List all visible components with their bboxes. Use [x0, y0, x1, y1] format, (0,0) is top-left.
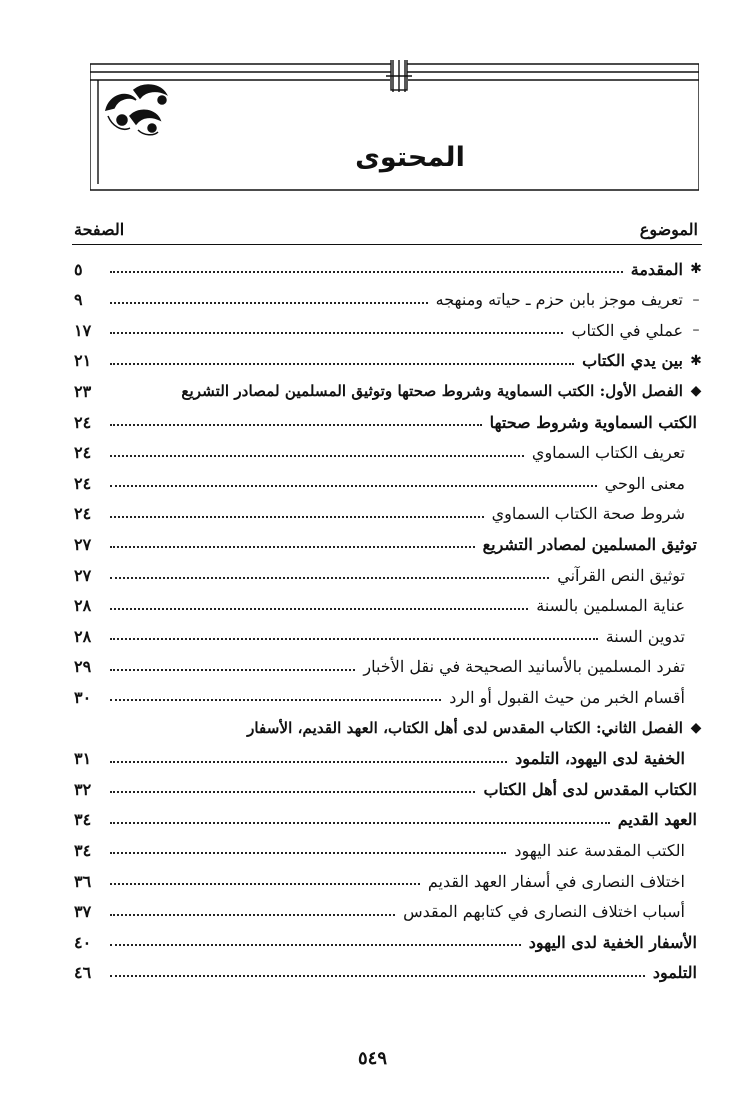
entry-title: عناية المسلمين بالسنة	[536, 596, 685, 616]
toc-entry	[74, 621, 685, 651]
page-title: المحتوى	[355, 142, 465, 173]
entry-page-number: ٢٤	[74, 504, 92, 524]
entry-page-number: ٢١	[74, 351, 92, 371]
dot-leader	[110, 332, 563, 334]
entry-page-number: ٢٧	[74, 534, 92, 554]
entry-page-number: ٣١	[74, 749, 92, 769]
topic-column-header: الموضوع	[639, 220, 698, 239]
entry-title: الكتاب المقدس لدى أهل الكتاب	[483, 779, 697, 799]
dot-leader	[110, 761, 507, 763]
entry-page-number: ٢٤	[74, 412, 92, 432]
entry-bullet: –	[692, 291, 700, 308]
dot-leader	[110, 822, 610, 824]
toc-entry	[74, 376, 705, 406]
entry-page-number: ٥	[74, 259, 83, 279]
entry-page-number: ٣٠	[74, 687, 92, 707]
toc-entry	[74, 254, 705, 284]
dot-leader	[110, 852, 506, 854]
dot-leader	[110, 546, 475, 548]
toc-entry	[74, 438, 685, 468]
toc-entry	[74, 744, 685, 774]
floral-ornament-icon	[100, 76, 170, 138]
entry-bullet: ✱	[690, 261, 702, 277]
entry-page-number: ٣٢	[74, 779, 92, 799]
entry-page-number: ٢٨	[74, 626, 92, 646]
dot-leader	[110, 669, 355, 671]
entry-title: التلمود	[652, 963, 697, 983]
entry-title: شروط صحة الكتاب السماوي	[491, 504, 685, 524]
toc-entry	[74, 897, 685, 927]
entry-page-number: ١٧	[74, 320, 92, 340]
header-frame	[90, 60, 699, 200]
dot-leader	[110, 975, 645, 977]
dot-leader	[110, 638, 598, 640]
entry-page-number: ٢٤	[74, 473, 92, 493]
entry-title: بين يدي الكتاب	[582, 351, 683, 371]
dot-leader	[110, 914, 395, 916]
entry-page-number: ٩	[74, 290, 83, 310]
dot-leader	[110, 944, 521, 946]
toc-entry	[74, 682, 685, 712]
entry-title: العهد القديم	[617, 810, 697, 830]
entry-title: الخفية لدى اليهود، التلمود	[515, 749, 685, 769]
entry-page-number: ٢٤	[74, 443, 92, 463]
entry-page-number: ٢٩	[74, 657, 92, 677]
entry-title: توثيق المسلمين لمصادر التشريع	[482, 534, 697, 554]
dot-leader	[110, 455, 524, 457]
dot-leader	[110, 791, 475, 793]
toc-entry	[74, 713, 705, 743]
page-column-header: الصفحة	[74, 220, 125, 239]
toc-entry	[74, 285, 705, 315]
entry-title: الكتب السماوية وشروط صحتها	[489, 412, 697, 432]
toc-entry	[74, 468, 685, 498]
entry-title: تفرد المسلمين بالأسانيد الصحيحة في نقل الأخبار	[363, 657, 685, 677]
dot-leader	[110, 699, 441, 701]
toc-entry	[74, 499, 685, 529]
dot-leader	[110, 363, 574, 365]
entry-page-number: ٤٠	[74, 932, 92, 952]
entry-page-number: ٢٣	[74, 381, 92, 401]
entry-bullet: ◆	[690, 720, 702, 736]
entry-title: الفصل الثاني: الكتاب المقدس لدى أهل الكتاب، العهد القديم، الأسفار	[247, 719, 683, 737]
entry-title: الفصل الأول: الكتب السماوية وشروط صحتها وتوثيق المسلمين لمصادر التشريع	[181, 382, 683, 401]
entry-page-number: ٣٤	[74, 840, 92, 860]
entry-title: أقسام الخبر من حيث القبول أو الرد	[449, 687, 685, 707]
entry-bullet: –	[692, 322, 700, 339]
toc-entry	[74, 805, 697, 835]
entry-page-number: ٣٤	[74, 810, 92, 830]
entry-bullet: ✱	[690, 352, 702, 369]
toc-entry	[74, 315, 705, 345]
entry-title: أسباب اختلاف النصارى في كتابهم المقدس	[403, 902, 685, 922]
toc-entry	[74, 591, 685, 621]
entry-title: المقدمة	[630, 259, 683, 279]
dot-leader	[110, 883, 420, 885]
dot-leader	[110, 485, 597, 487]
toc-entry	[74, 407, 697, 437]
entry-page-number: ٤٦	[74, 963, 92, 983]
entry-title: اختلاف النصارى في أسفار العهد القديم	[427, 871, 685, 891]
toc-entry	[74, 958, 697, 988]
toc-entry	[74, 529, 697, 559]
dot-leader	[110, 516, 484, 518]
entry-page-number: ٣٧	[74, 902, 92, 922]
dot-leader	[110, 608, 528, 610]
entry-title: الأسفار الخفية لدى اليهود	[528, 932, 697, 952]
dot-leader	[110, 271, 623, 273]
header-divider	[72, 244, 702, 245]
dot-leader	[110, 302, 428, 304]
entry-page-number: ٢٧	[74, 565, 92, 585]
entry-title: تدوين السنة	[605, 626, 685, 646]
toc-entry	[74, 927, 697, 957]
entry-title: معنى الوحي	[604, 473, 685, 493]
entry-title: الكتب المقدسة عند اليهود	[514, 840, 685, 860]
toc-entry	[74, 652, 685, 682]
dot-leader	[110, 577, 549, 579]
toc-entry	[74, 835, 685, 865]
entry-page-number: ٢٨	[74, 596, 92, 616]
toc-entry	[74, 346, 705, 376]
toc-entry	[74, 866, 685, 896]
toc-entry	[74, 774, 697, 804]
header-frame-lines	[90, 60, 699, 200]
page-number: ٥٤٩	[357, 1048, 387, 1069]
dot-leader	[110, 424, 482, 426]
entry-page-number: ٣٦	[74, 871, 92, 891]
entry-title: تعريف موجز بابن حزم ـ حياته ومنهجه	[435, 290, 683, 310]
toc-entry	[74, 560, 685, 590]
entry-title: توثيق النص القرآني	[557, 565, 685, 585]
entry-bullet: ◆	[690, 383, 702, 400]
entry-title: عملي في الكتاب	[571, 320, 683, 340]
entry-title: تعريف الكتاب السماوي	[531, 443, 685, 463]
